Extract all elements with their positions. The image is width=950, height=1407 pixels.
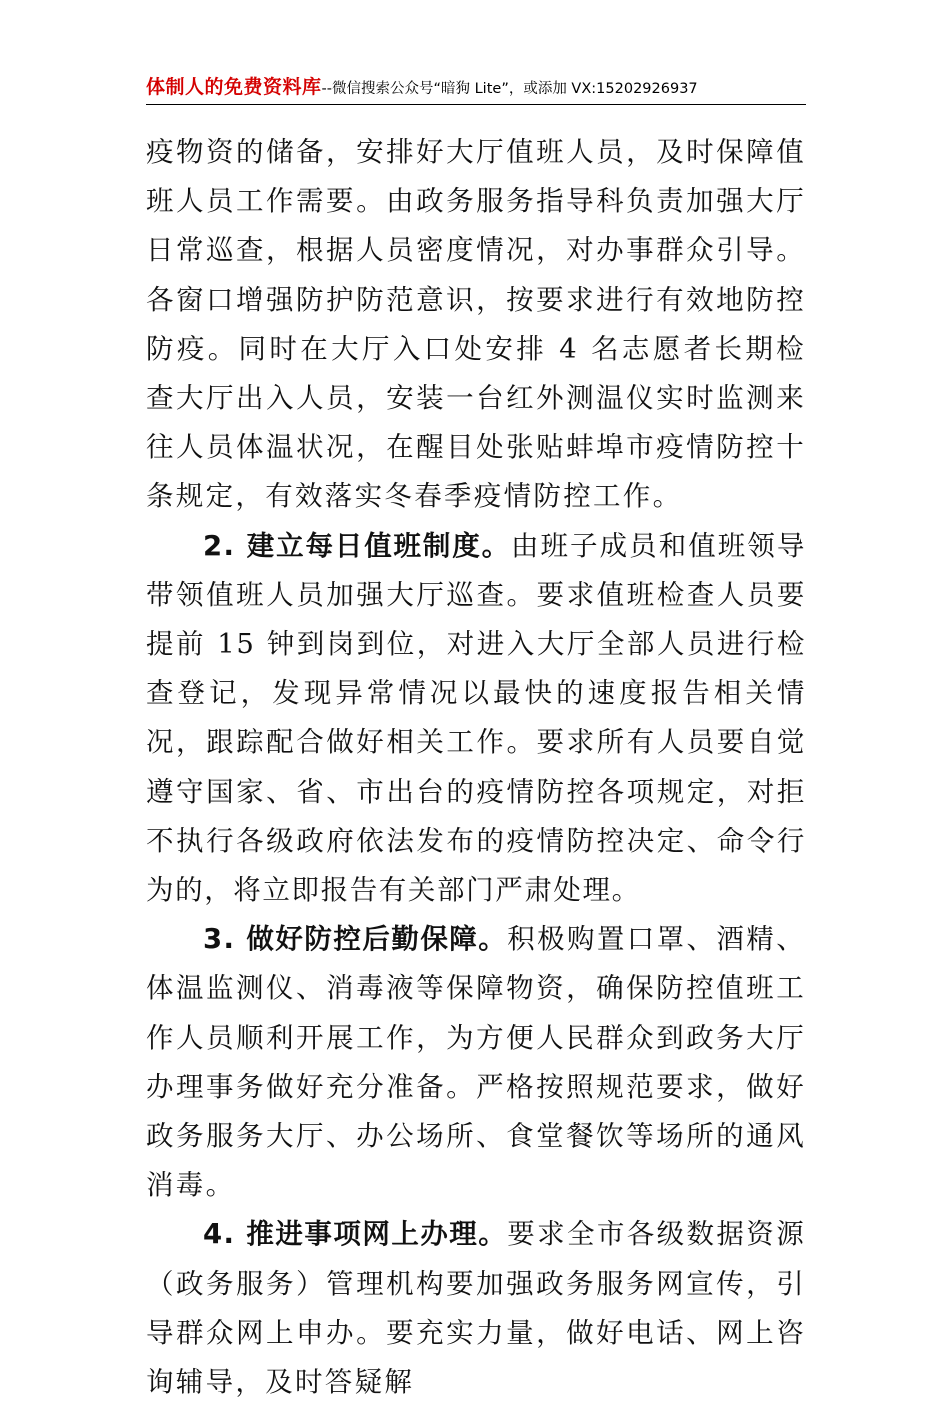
paragraph-1-text: 疫物资的储备，安排好大厅值班人员，及时保障值班人员工作需要。由政务服务指导科负责加强大厅日常巡查，根据人员密度情况，对办事群众引导。各窗口增强防护防范意识，按要求进行有效地防控防疫。同时在大厅入口处安排 4 名志愿者长期检查大厅出入人员，安装一台红外测温仪实时监测来往人员体温状况，在醒目处张贴蚌埠市疫情防控十条规定，有效落实冬春季疫情防控工作。 [146,136,806,513]
paragraph-4 [146,1210,806,1407]
paragraph-1 [146,128,806,522]
paragraph-3-heading: 3. 做好防控后勤保障。 [203,923,508,956]
paragraph-3 [146,915,806,1210]
paragraph-2-text: 由班子成员和值班领导带领值班人员加强大厅巡查。要求值班检查人员要提前 15 钟到岗到位，对进入大厅全部人员进行检查登记，发现异常情况以最快的速度报告相关情况，跟踪配合做好相关工作。要求所有人员要自觉遵守国家、省、市出台的疫情防控各项规定，对拒不执行各级政府依法发布的疫情防控决定、命令行为的，将立即报告有关部门严肃处理。 [146,529,806,907]
header-brand: 体制人的免费资料库 [146,76,322,98]
paragraph-3-text: 积极购置口罩、酒精、体温监测仪、消毒液等保障物资，确保防控值班工作人员顺利开展工作，为方便人民群众到政务大厅办理事务做好充分准备。严格按照规范要求，做好政务服务大厅、办公场所、食堂餐饮等场所的通风消毒。 [146,923,806,1202]
header-note: --微信搜索公众号“暗狗 Lite”，或添加 VX:15202926937 [321,81,698,97]
paragraph-2 [146,522,806,916]
watermark-header [146,72,806,105]
paragraph-4-text: 要求全市各级数据资源（政务服务）管理机构要加强政务服务网宣传，引导群众网上申办。要充实力量，做好电话、网上咨询辅导，及时答疑解 [146,1218,806,1399]
paragraph-2-heading: 2. 建立每日值班制度。 [203,529,511,562]
paragraph-4-heading: 4. 推进事项网上办理。 [203,1218,508,1251]
document-body [146,128,806,1407]
